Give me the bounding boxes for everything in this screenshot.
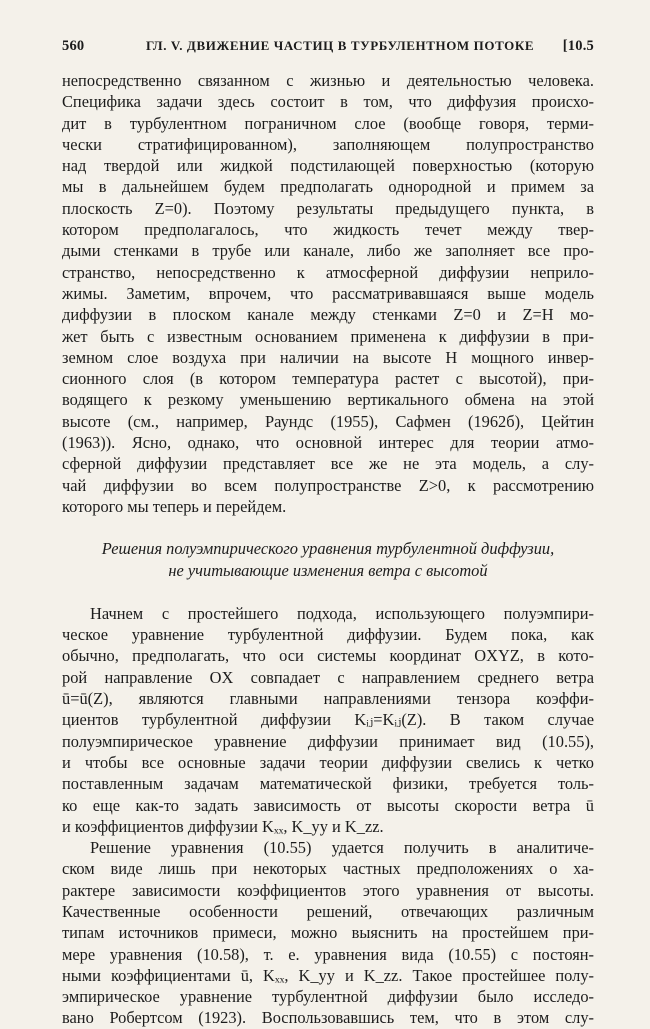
page-number: 560 xyxy=(62,38,85,54)
text-line: (1963)). Ясно, однако, что основной интерес для теории атмо- xyxy=(62,433,594,453)
text-line: эмпирическое уравнение турбулентной диффузии было исследо- xyxy=(62,987,594,1007)
text-line: ском виде лишь при некоторых частных предположениях о ха- xyxy=(62,859,594,879)
text-line: сионного слоя (в котором температура растет с высотой), при- xyxy=(62,369,594,389)
text-line: дыми стенками в трубе или канале, либо же заполняет все про- xyxy=(62,241,594,261)
paragraph-3 xyxy=(62,837,594,1029)
text-line: которого мы теперь и перейдем. xyxy=(62,496,287,516)
text-line: сферной диффузии представляет все же не эта модель, а слу- xyxy=(62,454,594,474)
text-line: Качественные особенности решений, отвечающих различным xyxy=(62,901,594,921)
text-line: чай диффузии во всем полупространстве Z>0, к рассмотрению xyxy=(62,475,594,495)
text-line: типам источников примеси, можно выяснить на простейшем при- xyxy=(62,923,594,943)
text-line: плоскость Z=0). Поэтому результаты предыдущего пункта, в xyxy=(62,198,594,218)
text-line: Решение уравнения (10.55) удается получить в аналитиче- xyxy=(90,838,594,858)
text-line: полуэмпирическое уравнение диффузии принимает вид (10.55), xyxy=(62,731,594,751)
text-line: вано Робертсом (1923). Воспользовавшись тем, что в этом слу- xyxy=(62,1008,594,1028)
paragraph-2 xyxy=(62,603,594,837)
text-line: странство, непосредственно к атмосферной диффузии неприло- xyxy=(62,262,594,282)
text-line: земном слое воздуха при наличии на высоте H мощного инвер- xyxy=(62,347,594,367)
text-line: ко еще как-то задать зависимость от высоты скорости ветра ū xyxy=(62,795,594,815)
text-line: и коэффициентов диффузии Kₓₓ, K_yy и K_zz. xyxy=(62,816,384,836)
text-line: дит в турбулентном пограничном слое (вообще говоря, терми- xyxy=(62,113,594,133)
paragraph-1 xyxy=(62,70,594,517)
text-body xyxy=(62,70,594,1029)
text-line: Специфика задачи здесь состоит в том, что диффузия происхо- xyxy=(62,92,594,112)
heading-line: не учитывающие изменения ветра с высотой xyxy=(168,560,488,580)
text-line: ческое уравнение турбулентной диффузии. Будем пока, как xyxy=(62,625,594,645)
text-line: водящего к резкому уменьшению вертикального обмена на этой xyxy=(62,390,594,410)
text-line: Начнем с простейшего подхода, использующего полуэмпири- xyxy=(90,603,594,623)
text-line: чески стратифицированном), заполняющем полупространство xyxy=(62,134,594,154)
text-line: ū=ū(Z), являются главными направлениями тензора коэффи- xyxy=(62,689,594,709)
section-number: [10.5 xyxy=(562,38,594,54)
heading-line: Решения полуэмпирического уравнения турбулентной диффузии, xyxy=(101,539,555,559)
text-line: циентов турбулентной диффузии Kᵢⱼ=Kᵢⱼ(Z). В таком случае xyxy=(62,710,594,730)
section-heading xyxy=(62,538,594,581)
text-line: рой направление OX совпадает с направлением среднего ветра xyxy=(62,667,594,687)
text-line: котором предполагалось, что жидкость течет между твер- xyxy=(62,220,594,240)
text-line: жет быть с известным основанием применена к диффузии в при- xyxy=(62,326,594,346)
text-line: ными коэффициентами ū, Kₓₓ, K_yy и K_zz. Такое простейшее полу- xyxy=(62,965,594,985)
text-line: жимы. Заметим, впрочем, что рассматривавшаяся выше модель xyxy=(62,283,594,303)
text-line: высоте (см., например, Раундс (1955), Сафмен (1962б), Цейтин xyxy=(62,411,594,431)
running-header xyxy=(62,38,594,58)
text-line: непосредственно связанном с жизнью и деятельностью человека. xyxy=(62,71,594,90)
running-title: ГЛ. V. ДВИЖЕНИЕ ЧАСТИЦ В ТУРБУЛЕНТНОМ ПОТОКЕ xyxy=(146,38,535,53)
text-line: рактере зависимости коэффициентов этого уравнения от высоты. xyxy=(62,880,594,900)
text-line: над твердой или жидкой подстилающей поверхностью (которую xyxy=(62,156,594,176)
text-line: диффузии в плоском канале между стенками Z=0 и Z=H мо- xyxy=(62,305,594,325)
text-line: и чтобы все основные задачи теории диффузии свелись к четко xyxy=(62,752,594,772)
text-line: обычно, предполагать, что оси системы координат OXYZ, в кото- xyxy=(62,646,594,666)
text-line: мере уравнения (10.58), т. е. уравнения вида (10.55) с постоян- xyxy=(62,944,594,964)
text-line: поставленным задачам математической физики, требуется толь- xyxy=(62,774,594,794)
text-line: мы в дальнейшем будем предполагать однородной и примем за xyxy=(62,177,594,197)
